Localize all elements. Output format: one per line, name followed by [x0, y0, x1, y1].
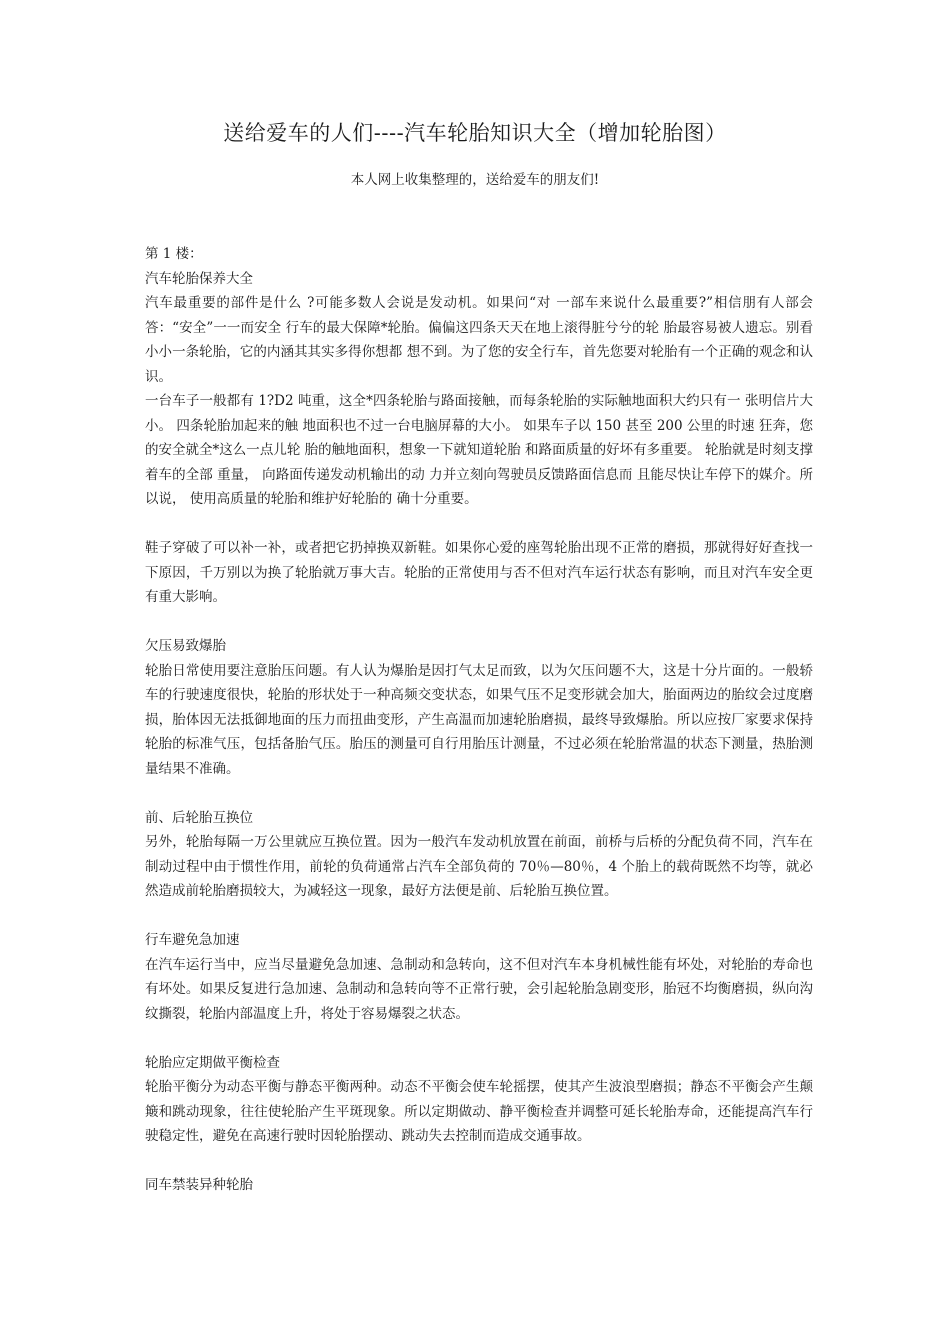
section-heading: 前、后轮胎互换位 — [145, 809, 253, 826]
paragraph-gap — [145, 512, 813, 537]
paragraph: 鞋子穿破了可以补一补，或者把它扔掉换双新鞋。如果你心爱的座驾轮胎出现不正常的磨损，那就得好好查找一下原因，千万别以为换了轮胎就万事大吉。轮胎的正常使用与否不但对汽车运行状态有影响，而且对汽车安全更有重大影响。 — [145, 540, 813, 605]
paragraph: 一台车子一般都有 1?D2 吨重，这全*四条轮胎与路面接触，而每条轮胎的实际触地面积大约只有一 张明信片大小。 四条轮胎加起来的触 地面积也不过一台电脑屏幕的大小。 如果车子以 150 甚至 200 公里的时速 狂奔，您的安全就全*这么一点儿轮 胎的触地面积，想象一下就知道轮胎 和路面质量的好坏有多重要。 轮胎就是时刻支撑着车的全部 重量， 向路面传递发动机输出的动 力并立刻向驾驶员反馈路面信息而 且能尽快让车停下的媒介。所以说， 使用高质量的轮胎和维护好轮胎的 确十分重要。 — [145, 393, 813, 507]
floor-label: 第 1 楼： — [145, 246, 203, 262]
paragraph: 在汽车运行当中，应当尽量避免急加速、急制动和急转向，这不但对汽车本身机械性能有坏处，对轮胎的寿命也有坏处。如果反复进行急加速、急制动和急转向等不正常行驶，会引起轮胎急剧变形，胎冠不均衡磨损，纵向沟纹撕裂，轮胎内部温度上升，将处于容易爆裂之状态。 — [145, 956, 813, 1022]
paragraph-gap — [145, 1026, 813, 1051]
section-heading: 行车避免急加速 — [145, 932, 240, 948]
paragraph: 另外，轮胎每隔一万公里就应互换位置。因为一般汽车发动机放置在前面，前桥与后桥的分配负荷不同，汽车在制动过程中由于惯性作用，前轮的负荷通常占汽车全部负荷的 70％—80％，4 个胎上的载荷既然不均等，就必然造成前轮胎磨损较大，为减轻这一现象，最好方法便是前、后轮胎互换位置。 — [145, 834, 813, 899]
section-heading: 欠压易致爆胎 — [145, 638, 226, 654]
paragraph-gap — [145, 610, 813, 635]
section-heading: 同车禁装异种轮胎 — [145, 1177, 253, 1193]
document-title: 送给爱车的人们----汽车轮胎知识大全（增加轮胎图） — [223, 121, 727, 145]
section-heading: 汽车轮胎保养大全 — [145, 270, 253, 287]
paragraph: 轮胎日常使用要注意胎压问题。有人认为爆胎是因打气太足而致，以为欠压问题不大，这是十分片面的。一般轿车的行驶速度很快，轮胎的形状处于一种高频交变状态，如果气压不足变形就会加大，胎面两边的胎纹会过度磨损，胎体因无法抵御地面的压力而扭曲变形，产生高温而加速轮胎磨损，最终导致爆胎。所以应按厂家要求保持轮胎的标准气压，包括备胎气压。胎压的测量可自行用胎压计测量，不过必须在轮胎常温的状态下测量，热胎测量结果不准确。 — [145, 662, 813, 777]
document-body — [145, 242, 813, 1198]
paragraph: 轮胎平衡分为动态平衡与静态平衡两种。动态不平衡会使车轮摇摆，使其产生波浪型磨损；静态不平衡会产生颠簸和跳动现象，往往使轮胎产生平斑现象。所以定期做动、静平衡检查并调整可延长轮胎寿命，还能提高汽车行驶稳定性，避免在高速行驶时因轮胎摆动、跳动失去控制而造成交通事故。 — [145, 1079, 813, 1144]
paragraph-gap — [145, 904, 813, 929]
section-heading: 轮胎应定期做平衡检查 — [145, 1054, 280, 1071]
document-subtitle: 本人网上收集整理的，送给爱车的朋友们! — [350, 172, 600, 188]
paragraph-gap — [145, 1149, 813, 1174]
paragraph: 汽车最重要的部件是什么 ?可能多数人会说是发动机。如果问“对 一部车来说什么最重要?”相信朋有人部会答：“安全”一一而安全 行车的最大保障*轮胎。偏偏这四条天天在地上滚得脏兮兮的轮 胎最容易被人遗忘。别看小小一条轮胎，它的内涵其其实多得你想都 想不到。为了您的安全行车，首先您要对轮胎有一个正确的观念和认识。 — [145, 295, 813, 385]
paragraph-gap — [145, 781, 813, 806]
